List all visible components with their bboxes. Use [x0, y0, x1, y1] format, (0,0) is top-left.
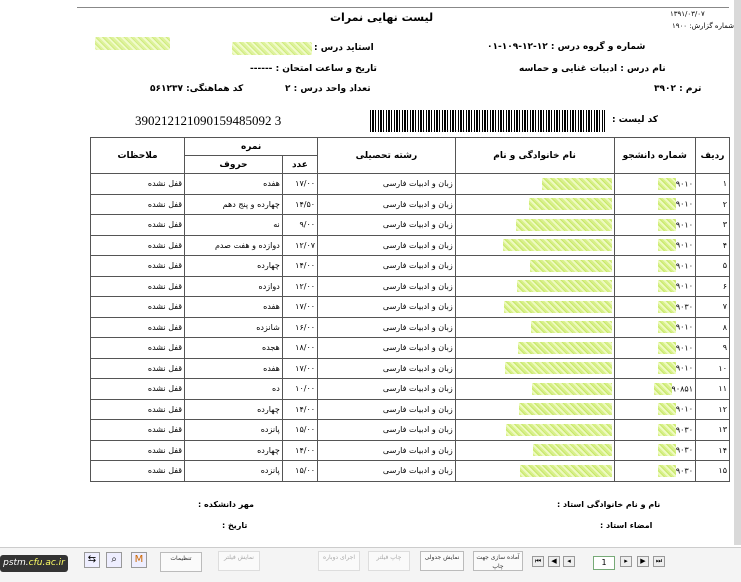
cell-student-no: [614, 297, 695, 318]
table-row: [91, 215, 730, 236]
student-no-text: ۹۰۳۰: [675, 466, 693, 476]
grades-table: [90, 137, 730, 482]
settings-button[interactable]: [160, 552, 202, 572]
cell-grade-num: ۱۴/۰۰: [282, 440, 317, 461]
term-value: ۳۹۰۲: [654, 84, 676, 94]
cell-name: [455, 338, 614, 359]
cell-grade-num: ۱۶/۰۰: [282, 317, 317, 338]
cell-grade-words: چهارده: [185, 440, 283, 461]
cell-note: قفل نشده: [91, 297, 185, 318]
redacted-student-no: [658, 424, 676, 436]
cell-student-no: [614, 194, 695, 215]
redacted-student-name: [533, 444, 612, 456]
top-border: [77, 7, 729, 8]
barcode: [370, 110, 605, 132]
list-code-label: کد لیست :: [612, 115, 659, 125]
redacted-student-name: [519, 403, 612, 415]
cell-major: زبان و ادبیات فارسی: [318, 256, 456, 277]
exam-time-value: ------: [250, 64, 273, 74]
instructor-sign-label: امضاء استاد :: [600, 521, 653, 530]
redacted-student-no: [658, 198, 676, 210]
cell-student-no: [614, 235, 695, 256]
header-grade: نمره: [185, 138, 318, 156]
cell-grade-words: هجده: [185, 338, 283, 359]
cell-name: [455, 215, 614, 236]
cell-name: [455, 276, 614, 297]
cell-note: قفل نشده: [91, 317, 185, 338]
cell-student-no: [614, 338, 695, 359]
cell-grade-num: ۱۷/۰۰: [282, 297, 317, 318]
report-number-label: شماره گزارش:: [689, 22, 735, 30]
cell-grade-num: ۱۸/۰۰: [282, 338, 317, 359]
site-logo[interactable]: [0, 555, 68, 572]
cell-name: [455, 174, 614, 195]
cell-note: قفل نشده: [91, 440, 185, 461]
report-date: ۱۳۹۱/۰۳/۰۷: [670, 10, 705, 18]
table-row: [91, 276, 730, 297]
redacted-student-name: [516, 219, 612, 231]
course-group-label: شماره و گروه درس :: [550, 42, 646, 52]
mail-icon[interactable]: M: [131, 552, 147, 568]
cell-major: زبان و ادبیات فارسی: [318, 317, 456, 338]
cell-major: زبان و ادبیات فارسی: [318, 235, 456, 256]
student-no-text: ۹۰۱۰: [675, 363, 693, 373]
header-major: رشته تحصیلی: [318, 138, 456, 174]
term-label: ترم :: [679, 84, 702, 94]
cell-grade-num: ۱۷/۰۰: [282, 174, 317, 195]
cell-row-index: ۱۲: [696, 399, 730, 420]
cell-student-no: [614, 317, 695, 338]
student-no-text: ۹۰۱۰: [675, 220, 693, 230]
table-row: [91, 420, 730, 441]
prev-one-icon[interactable]: ◂: [563, 556, 575, 567]
redacted-student-name: [542, 178, 612, 190]
vertical-scrollbar[interactable]: [734, 0, 741, 545]
cell-grade-num: ۱۵/۰۰: [282, 461, 317, 482]
cell-major: زبان و ادبیات فارسی: [318, 399, 456, 420]
table-row: [91, 440, 730, 461]
units-label: تعداد واحد درس :: [293, 84, 371, 94]
cell-row-index: ۸: [696, 317, 730, 338]
cell-grade-num: ۹/۰۰: [282, 215, 317, 236]
student-no-text: ۹۰۳۰: [675, 425, 693, 435]
cell-row-index: ۱۵: [696, 461, 730, 482]
student-no-text: ۹۰۱۰: [675, 240, 693, 250]
redacted-instructor-1: [95, 37, 170, 50]
run-again-button[interactable]: [318, 551, 360, 571]
header-grade-num: عدد: [282, 156, 317, 174]
redacted-instructor-2: [232, 42, 312, 55]
student-no-text: ۹۰۱۰: [675, 281, 693, 291]
redacted-student-no: [658, 239, 676, 251]
cell-note: قفل نشده: [91, 399, 185, 420]
cell-grade-words: هفده: [185, 297, 283, 318]
cell-grade-num: ۱۴/۰۰: [282, 256, 317, 277]
redacted-student-no: [658, 301, 676, 313]
redacted-student-no: [658, 321, 676, 333]
cell-major: زبان و ادبیات فارسی: [318, 297, 456, 318]
site-suffix: cfu.ac.ir: [28, 558, 65, 568]
cell-grade-num: ۱۷/۰۰: [282, 358, 317, 379]
table-row: [91, 317, 730, 338]
report-title: لیست نهایی نمرات: [330, 11, 434, 24]
redacted-student-name: [529, 198, 612, 210]
cell-student-no: [614, 174, 695, 195]
cell-student-no: [614, 276, 695, 297]
cell-note: قفل نشده: [91, 379, 185, 400]
units-value: ۲: [285, 84, 291, 94]
show-table-label: نمایش جدولی: [424, 554, 460, 561]
table-row: [91, 338, 730, 359]
cell-student-no: [614, 379, 695, 400]
redacted-student-no: [658, 465, 676, 477]
cell-grade-words: هفده: [185, 358, 283, 379]
header-notes: ملاحظات: [91, 138, 185, 174]
redacted-student-name: [517, 280, 612, 292]
last-page-icon[interactable]: ⏮: [532, 556, 544, 567]
show-table-button[interactable]: [420, 551, 464, 571]
redacted-student-name: [530, 260, 612, 272]
cell-name: [455, 297, 614, 318]
cell-note: قفل نشده: [91, 215, 185, 236]
table-row: [91, 235, 730, 256]
cell-row-index: ۹: [696, 338, 730, 359]
course-name-value: ادبیات غنایی و حماسه: [519, 64, 618, 74]
header-grade-words: حروف: [185, 156, 283, 174]
cell-name: [455, 256, 614, 277]
cell-grade-num: ۱۴/۵۰: [282, 194, 317, 215]
table-row: [91, 174, 730, 195]
report-number: [672, 22, 734, 30]
next-page-icon[interactable]: ▶: [637, 556, 649, 567]
cell-row-index: ۱: [696, 174, 730, 195]
table-row: [91, 461, 730, 482]
cell-grade-words: نه: [185, 215, 283, 236]
redacted-student-no: [658, 362, 676, 374]
cell-major: زبان و ادبیات فارسی: [318, 338, 456, 359]
student-no-text: ۹۰۱۰: [675, 199, 693, 209]
course-group-value: ۱۲-۱۲-۱۰۹-۰۱: [487, 42, 548, 52]
search-icon[interactable]: ⌕: [106, 552, 122, 568]
cell-student-no: [614, 420, 695, 441]
cell-grade-words: دوازده و هفت صدم: [185, 235, 283, 256]
exam-time: [250, 64, 377, 74]
table-row: [91, 297, 730, 318]
redacted-student-name: [532, 383, 612, 395]
redacted-student-no: [658, 444, 676, 456]
print-filter-button[interactable]: [368, 551, 410, 571]
cell-name: [455, 379, 614, 400]
student-no-text: ۹۰۱۰: [675, 343, 693, 353]
cell-row-index: ۱۳: [696, 420, 730, 441]
cell-major: زبان و ادبیات فارسی: [318, 358, 456, 379]
cell-row-index: ۵: [696, 256, 730, 277]
table-row: [91, 379, 730, 400]
first-page-icon[interactable]: ⏭: [653, 556, 665, 567]
prev-page-icon[interactable]: ◀: [548, 556, 560, 567]
coord-code-label: کد هماهنگی:: [186, 84, 244, 94]
student-no-text: ۹۰۳۰: [675, 302, 693, 312]
student-no-text: ۹۰۸۵۱: [671, 384, 693, 394]
cell-row-index: ۶: [696, 276, 730, 297]
student-no-text: ۹۰۱۰: [675, 322, 693, 332]
cell-name: [455, 235, 614, 256]
student-no-text: ۹۰۱۰: [675, 404, 693, 414]
term: [654, 84, 701, 94]
cell-note: قفل نشده: [91, 461, 185, 482]
coord-code: [150, 84, 243, 94]
cell-grade-num: ۱۰/۰۰: [282, 379, 317, 400]
cell-name: [455, 358, 614, 379]
redacted-student-name: [503, 239, 612, 251]
units: [285, 84, 371, 94]
cell-major: زبان و ادبیات فارسی: [318, 379, 456, 400]
redacted-student-no: [658, 403, 676, 415]
cell-row-index: ۱۰: [696, 358, 730, 379]
cell-grade-words: هفده: [185, 174, 283, 195]
table-row: [91, 399, 730, 420]
list-code-number: 390212121090159485092 3: [135, 113, 282, 128]
cell-grade-num: ۱۲/۰۰: [282, 276, 317, 297]
settings-label: تنظیمات: [170, 555, 192, 562]
cell-row-index: ۱۱: [696, 379, 730, 400]
prepare-print-label: آماده سازی جهت چاپ: [476, 554, 520, 570]
redacted-student-name: [518, 342, 612, 354]
print-filter-label: چاپ فیلتر: [376, 554, 402, 561]
cell-grade-words: پانزده: [185, 461, 283, 482]
course-name: [519, 64, 666, 74]
cell-grade-words: چهارده: [185, 256, 283, 277]
redacted-student-no: [658, 280, 676, 292]
cell-row-index: ۲: [696, 194, 730, 215]
header-name: نام خانوادگی و نام: [455, 138, 614, 174]
next-one-icon[interactable]: ▸: [620, 556, 632, 567]
cell-grade-num: ۱۴/۰۰: [282, 399, 317, 420]
redacted-student-no: [658, 342, 676, 354]
cell-major: زبان و ادبیات فارسی: [318, 194, 456, 215]
cell-note: قفل نشده: [91, 276, 185, 297]
cell-grade-words: پانزده: [185, 420, 283, 441]
header-student-no: شماره دانشجو: [614, 138, 695, 174]
cell-major: زبان و ادبیات فارسی: [318, 461, 456, 482]
cell-note: قفل نشده: [91, 174, 185, 195]
show-filter-label: نمایش فیلتر: [224, 554, 254, 561]
cell-student-no: [614, 358, 695, 379]
cell-student-no: [614, 440, 695, 461]
redacted-student-name: [504, 301, 612, 313]
cell-major: زبان و ادبیات فارسی: [318, 420, 456, 441]
cell-row-index: ۱۴: [696, 440, 730, 461]
cell-student-no: [614, 461, 695, 482]
cell-note: قفل نشده: [91, 256, 185, 277]
cell-student-no: [614, 256, 695, 277]
cell-row-index: ۷: [696, 297, 730, 318]
course-name-label: نام درس :: [620, 64, 666, 74]
report-number-value: ۱۹۰۰: [672, 22, 688, 30]
table-row: [91, 358, 730, 379]
prepare-print-button[interactable]: [473, 551, 523, 571]
date-label: تاریخ :: [222, 521, 248, 530]
redacted-student-no: [658, 219, 676, 231]
cell-grade-words: ده: [185, 379, 283, 400]
redacted-student-no: [658, 178, 676, 190]
cell-row-index: ۴: [696, 235, 730, 256]
cell-grade-num: ۱۲/۰۷: [282, 235, 317, 256]
redacted-student-name: [505, 362, 612, 374]
faculty-seal-label: مهر دانشکده :: [198, 500, 254, 509]
table-body: [91, 174, 730, 482]
cell-name: [455, 440, 614, 461]
redacted-student-name: [531, 321, 612, 333]
export-icon[interactable]: ⇆: [84, 552, 100, 568]
cell-note: قفل نشده: [91, 358, 185, 379]
header-row-index: ردیف: [696, 138, 730, 174]
cell-note: قفل نشده: [91, 194, 185, 215]
table-header-row: [91, 138, 730, 156]
cell-student-no: [614, 215, 695, 236]
exam-time-label: تاریخ و ساعت امتحان :: [275, 64, 377, 74]
cell-grade-words: دوازده: [185, 276, 283, 297]
cell-name: [455, 461, 614, 482]
instructor-name-label: نام و نام خانوادگی استاد :: [557, 500, 661, 509]
cell-row-index: ۳: [696, 215, 730, 236]
cell-name: [455, 420, 614, 441]
cell-note: قفل نشده: [91, 420, 185, 441]
cell-student-no: [614, 399, 695, 420]
run-again-label: اجرای دوباره: [322, 554, 356, 561]
redacted-student-no: [654, 383, 672, 395]
cell-major: زبان و ادبیات فارسی: [318, 215, 456, 236]
table-row: [91, 194, 730, 215]
student-no-text: ۹۰۱۰: [675, 179, 693, 189]
table-row: [91, 256, 730, 277]
cell-grade-words: چهارده و پنج دهم: [185, 194, 283, 215]
student-no-text: ۹۰۳۰: [675, 445, 693, 455]
cell-major: زبان و ادبیات فارسی: [318, 174, 456, 195]
cell-grade-num: ۱۵/۰۰: [282, 420, 317, 441]
redacted-student-name: [506, 424, 612, 436]
cell-name: [455, 317, 614, 338]
course-group: [487, 42, 645, 52]
cell-note: قفل نشده: [91, 338, 185, 359]
student-no-text: ۹۰۱۰: [675, 261, 693, 271]
redacted-student-no: [658, 260, 676, 272]
coord-code-value: ۵۶۱۲۳۷: [150, 84, 183, 94]
cell-grade-words: شانزده: [185, 317, 283, 338]
page-number-input[interactable]: 1: [593, 556, 615, 570]
redacted-student-name: [520, 465, 612, 477]
show-filter-button[interactable]: [218, 551, 260, 571]
cell-major: زبان و ادبیات فارسی: [318, 276, 456, 297]
cell-name: [455, 399, 614, 420]
instructor-label: استاید درس :: [314, 43, 374, 53]
cell-major: زبان و ادبیات فارسی: [318, 440, 456, 461]
cell-name: [455, 194, 614, 215]
cell-note: قفل نشده: [91, 235, 185, 256]
site-name: pstm.: [3, 558, 29, 568]
cell-grade-words: چهارده: [185, 399, 283, 420]
